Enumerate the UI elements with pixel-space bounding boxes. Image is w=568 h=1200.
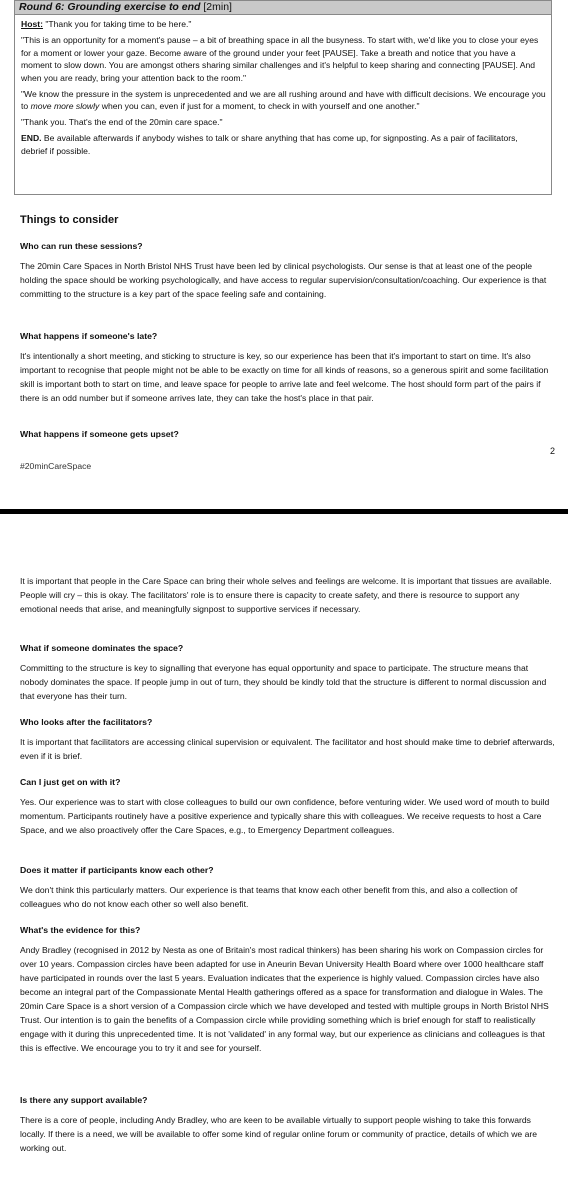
faq-answer: It is important that people in the Care Space can bring their whole selves and feelings are welcome. It is important that tissues are available. People will cry – this is okay. The facilitators' role is to ensure there is capacity to create safety, and there is resource to support any emotional needs that arise, and meaningfully signpost to supportive services if necessary. [20, 576, 552, 614]
faq-upset [20, 428, 556, 441]
faq-answer: Andy Bradley (recognised in 2012 by Nesta as one of Britain's most radical thinkers) has been sharing his work on Compassion circles for over 10 years. Compassion circles have been adapted for use in Aneurin Bevan University Health Board where over 1000 healthcare staff have participated in rounds over the last 5 years. Evaluation indicates that the experience is highly valued. Compassion circles have also become an integral part of the Compassionate Mental Health gatherings offered as a space for transformation and dialogue in Wales. The 20min Care Space is a short version of a Compassion circle which we have developed and tested with multiple groups in North Bristol NHS Trust. Our intention is to gain the benefits of a Compassion circle while providing something which is brief enough for staff to realistically engage with it during this unprecedented time. It is not 'validated' in any formal way, but our experience as clinicians and colleagues is that this is effective. We encourage you to try it and see for yourself. [20, 945, 549, 1053]
host-label: Host: [21, 19, 43, 29]
page-divider [0, 509, 568, 514]
faq-support [20, 1094, 556, 1155]
faq-answer: It's intentionally a short meeting, and sticking to structure is key, so our experience has been that it's important to start on time. It's also important to recognise that people might not be able to be exactly on time for all kinds of reasons, so a generous spirit and some facilitation skill is important both to start on time, and leave space for people to arrive late and feel welcome. The host should form part of the pairs if there is an odd number but if someone arrives late, they can take the host's place in that pair. [20, 351, 549, 403]
faq-question: Is there any support available? [20, 1095, 148, 1105]
host-line [21, 18, 546, 31]
things-to-consider-heading: Things to consider [20, 214, 119, 226]
round-6-body [15, 15, 551, 157]
faq-upset-answer [20, 574, 556, 616]
round-6-duration: [2min] [203, 1, 232, 13]
round-6-box [14, 0, 552, 195]
faq-answer: The 20min Care Spaces in North Bristol NHS Trust have been led by clinical psychologists. Our sense is that at least one of the people holding the space should be working psychologically, and have access to regular supervision/consultation/coaching. Our experience is that committing to the structure is a key part of the space feeling safe and containing. [20, 261, 547, 299]
closing-quote: "Thank you. That's the end of the 20min care space." [21, 117, 223, 127]
faq-question: Does it matter if participants know each other? [20, 865, 214, 875]
faq-question: Can I just get on with it? [20, 777, 121, 787]
faq-answer: Committing to the structure is key to signalling that everyone has equal opportunity and space to participate. The structure means that nobody dominates the space. If people jump in out of turn, they should be kindly told that the structure is different to normal discussion and that everyone has their turn. [20, 663, 547, 701]
pressure-paragraph: "We know the pressure in the system is unprecedented and we are all rushing around and have with difficult decisions. We encourage you to move more slowly when you can, even if just for a moment, to check in with yourself and one another." [21, 88, 546, 111]
round-6-title: Round 6: Grounding exercise to end [19, 1, 201, 13]
faq-question: What's the evidence for this? [20, 925, 141, 935]
faq-get-on [20, 776, 556, 837]
faq-evidence [20, 924, 556, 1055]
host-quote: "Thank you for taking time to be here." [42, 19, 192, 29]
round-6-header [15, 1, 551, 15]
faq-answer: We don't think this particularly matters. Our experience is that teams that know each other benefit from this, and also a collection of colleagues who do not know each other so well also benefit. [20, 885, 518, 909]
faq-question: Who can run these sessions? [20, 241, 143, 251]
faq-late [20, 330, 556, 405]
grounding-paragraph: "This is an opportunity for a moment's pause – a bit of breathing space in all the busyness. To start with, we'd like you to close your eyes for a moment or lower your gaze. Become aware of the ground under your feet [PAUSE]. Take a breath and notice that you have a moment to slow down. You are amongst others sharing similar challenges and it's helpful to keep sharing and connecting [PAUSE]. And when you are ready, bring your attention back to the room." [21, 35, 539, 83]
faq-answer: There is a core of people, including Andy Bradley, who are keen to be available virtually to support people wishing to take this forwards locally. If there is a need, we will be available to offer some kind of regular online forum or community of practice, details of which we are working out. [20, 1115, 537, 1153]
faq-dominates [20, 642, 556, 703]
end-instruction: END. Be available afterwards if anybody wishes to talk or share anything that has come up, for signposting. As a pair of facilitators, debrief if possible. [21, 133, 518, 156]
faq-answer: Yes. Our experience was to start with close colleagues to build our own confidence, before venturing wider. We used word of mouth to build momentum. Participants routinely have a positive experience and typically share this with colleagues. We receive requests to host a Care Space, and we also proactively offer the Care Spaces, e.g., to Emergency Department colleagues. [20, 797, 550, 835]
faq-know-each-other [20, 864, 556, 911]
faq-run-sessions [20, 240, 556, 301]
hashtag-footer: #20minCareSpace [20, 461, 92, 471]
faq-question: What if someone dominates the space? [20, 643, 184, 653]
page-number: 2 [549, 446, 555, 456]
move-slowly-emphasis: move more slowly [30, 101, 100, 111]
faq-facilitators [20, 716, 556, 763]
faq-question: What happens if someone's late? [20, 331, 158, 341]
end-label: END. [21, 133, 42, 143]
faq-question: Who looks after the facilitators? [20, 717, 153, 727]
faq-answer: It is important that facilitators are accessing clinical supervision or equivalent. The facilitator and host should make time to debrief afterwards, even if it is brief. [20, 737, 555, 761]
faq-question: What happens if someone gets upset? [20, 429, 179, 439]
